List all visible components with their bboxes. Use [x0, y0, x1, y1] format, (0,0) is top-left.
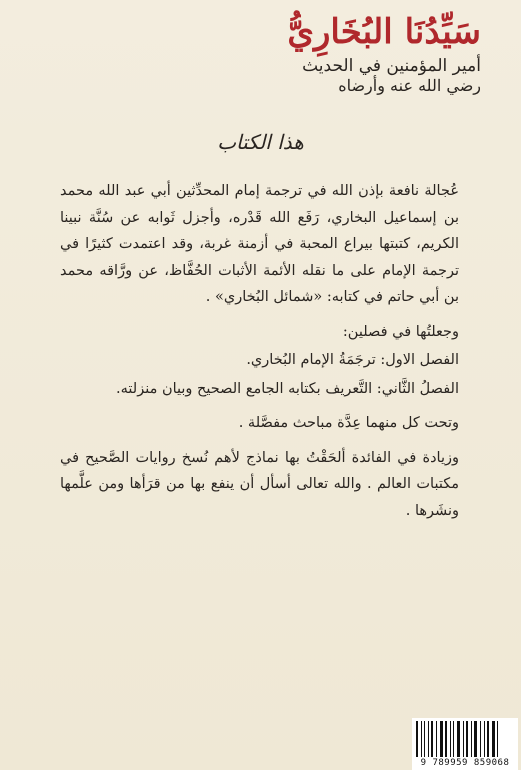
title-block [261, 10, 481, 96]
section-heading: هذا الكتاب [217, 130, 304, 154]
blurb-body [60, 178, 459, 532]
paragraph-closing: وزيادة في الفائدة ألحَقْتُ بها نماذج لأهم نُسخ روايات الصَّحيح في مكتبات العالم . والله تعالى أسأل أن ينفع بها من قرَأها ومن علَّمها ونشَرها . [60, 449, 459, 519]
paragraph-chapter-1: الفصل الاول: ترجَمَةُ الإمام البُخاري. [246, 352, 459, 368]
book-subtitle-2: رضي الله عنه وأرضاه [338, 76, 481, 95]
paragraph-chapter-2: الفصلُ الثَّاني: التَّعريف بكتابه الجامع الصحيح وبيان منزلته. [116, 380, 459, 397]
isbn-number: 9 789959 859068 [420, 758, 510, 768]
barcode [412, 718, 518, 770]
paragraph-sections: وتحت كل منهما عِدَّة مباحث مفصَّلة . [238, 415, 459, 431]
paragraph-chapters: وجعلتُها في فصلين: [342, 323, 459, 340]
book-title: سَيِّدُنَا البُخَارِيُّ [287, 12, 481, 52]
book-subtitle: أمير المؤمنين في الحديث [302, 56, 481, 76]
barcode-bars [416, 721, 514, 757]
paragraph-intro: عُجالة نافعة بإذن الله في ترجمة إمام المحدِّثين أبي عبد الله محمد بن إسماعيل البخاري، رَفَع الله قَدْره، وأجزل ثَوابه عن سُنَّة نبينا الكريم، كتبتها بيراع المحبة في أزمنة غربة، وقد اعتمدت كثيرًا في ترجمة الإمام على ما نقله الأئمة الأثبات الحُفَّاظ، عن ورَّاقه محمد بن أبي حاتم في كتابه: «شمائل البُخاري» . [60, 183, 459, 305]
